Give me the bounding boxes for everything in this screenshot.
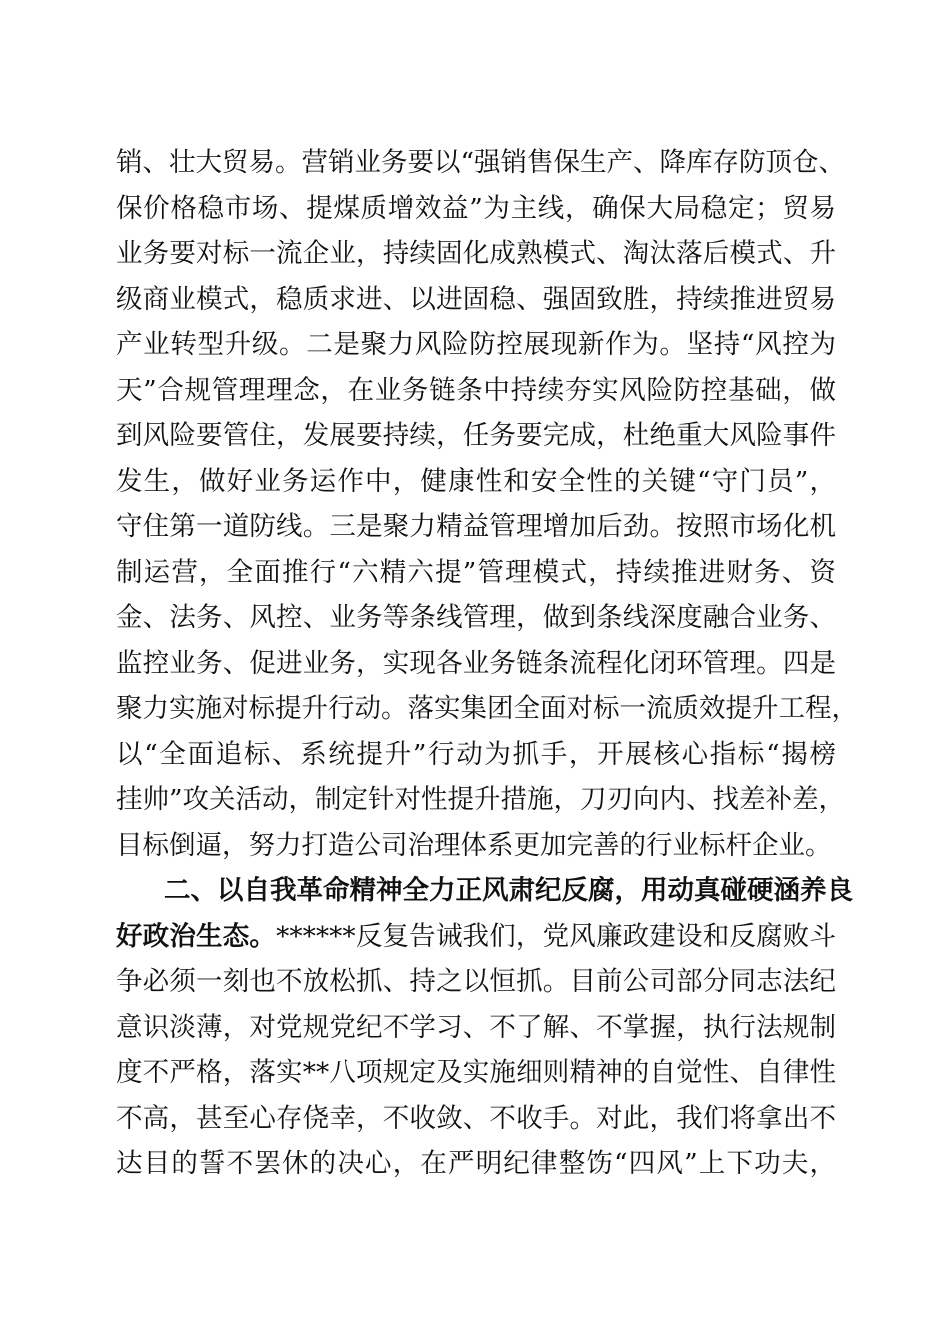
section-heading-line: 二、以自我革命精神全力正风肃纪反腐，用动真碰硬涵养良 [164, 875, 853, 906]
body-line: 监控业务、促进业务，实现各业务链条流程化闭环管理。四是 [116, 648, 836, 679]
body-line: 金、法务、风控、业务等条线管理，做到条线深度融合业务、 [116, 602, 836, 633]
body-line: 挂帅”攻关活动，制定针对性提升措施，刀刃向内、找差补差， [116, 784, 846, 815]
body-line: 销、壮大贸易。营销业务要以“强销售保生产、降库存防顶仓、 [116, 147, 846, 178]
body-line: 度不严格，落实**八项规定及实施细则精神的自觉性、自律性 [116, 1057, 836, 1088]
body-line: 争必须一刻也不放松抓、持之以恒抓。目前公司部分同志法纪 [116, 966, 836, 997]
body-line: 业务要对标一流企业，持续固化成熟模式、淘汰落后模式、升 [116, 238, 836, 269]
body-line: 聚力实施对标提升行动。落实集团全面对标一流质效提升工程， [116, 693, 858, 724]
body-line: 发生，做好业务运作中，健康性和安全性的关键“守门员”， [116, 466, 836, 497]
body-line: 制运营，全面推行“六精六提”管理模式，持续推进财务、资 [116, 557, 836, 588]
body-line: 到风险要管住，发展要持续，任务要完成，杜绝重大风险事件 [116, 420, 836, 451]
body-line: 守住第一道防线。三是聚力精益管理增加后劲。按照市场化机 [116, 511, 836, 542]
body-line: 目标倒逼，努力打造公司治理体系更加完善的行业标杆企业。 [116, 830, 832, 861]
body-line: 天”合规管理理念，在业务链条中持续夯实风险防控基础，做 [116, 375, 836, 406]
body-line: 产业转型升级。二是聚力风险防控展现新作为。坚持“风控为 [116, 329, 836, 360]
body-line: 以“全面追标、系统提升”行动为抓手，开展核心指标“揭榜 [116, 739, 836, 770]
body-line: 达目的誓不罢休的决心，在严明纪律整饬“四风”上下功夫， [116, 1148, 836, 1179]
section-heading-line: 好政治生态。******反复告诫我们，党风廉政建设和反腐败斗 [116, 921, 836, 952]
body-line: 级商业模式，稳质求进、以进固稳、强固致胜，持续推进贸易 [116, 284, 836, 315]
body-line: 不高，甚至心存侥幸，不收敛、不收手。对此，我们将拿出不 [116, 1103, 836, 1134]
body-line: 意识淡薄，对党规党纪不学习、不了解、不掌握，执行法规制 [116, 1012, 836, 1043]
body-line: 保价格稳市场、提煤质增效益”为主线，确保大局稳定；贸易 [116, 193, 836, 224]
